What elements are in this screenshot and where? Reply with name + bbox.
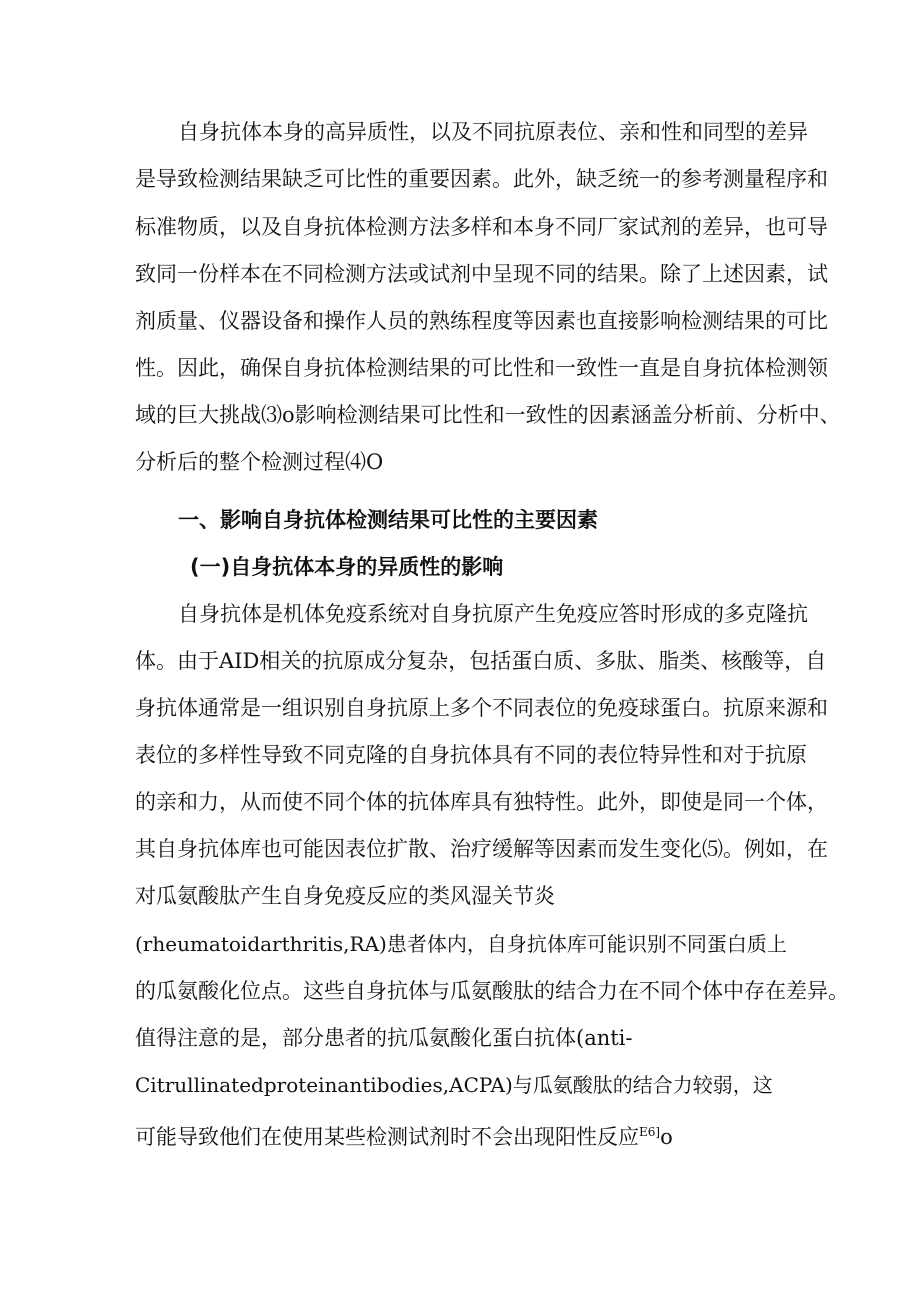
text-line: 剂质量、仪器设备和操作人员的熟练程度等因素也直接影响检测结果的可比 [135, 309, 828, 333]
text-line: 体。由于AID相关的抗原成分复杂，包括蛋白质、多肽、脂类、核酸等，自 [135, 649, 827, 673]
text-line: 的瓜氨酸化位点。这些自身抗体与瓜氨酸肽的结合力在不同个体中存在差异。 [135, 979, 849, 1003]
text-line: 致同一份样本在不同检测方法或试剂中呈现不同的结果。除了上述因素，试 [135, 262, 828, 286]
text-line: 是导致检测结果缺乏可比性的重要因素。此外，缺乏统一的参考测量程序和 [135, 167, 828, 191]
text-line: 域的巨大挑战⑶o影响检测结果可比性和一致性的因素涵盖分析前、分析中、 [135, 403, 841, 427]
subsection-heading: (一)自身抗体本身的异质性的影响 [190, 555, 504, 579]
text-line: 自身抗体本身的高异质性，以及不同抗原表位、亲和性和同型的差异 [178, 120, 808, 144]
text-line: 自身抗体是机体免疫系统对自身抗原产生免疫应答时形成的多克隆抗 [178, 602, 808, 626]
citation-superscript: E6] [639, 1125, 661, 1139]
text-line: 对瓜氨酸肽产生自身免疫反应的类风湿关节炎 [135, 884, 555, 908]
text-line: 标准物质，以及自身抗体检测方法多样和本身不同厂家试剂的差异，也可导 [135, 215, 828, 239]
text-line: Citrullinatedproteinantibodies,ACPA)与瓜氨酸肽的结合力较弱，这 [135, 1073, 773, 1097]
text-line: 身抗体通常是一组识别自身抗原上多个不同表位的免疫球蛋白。抗原来源和 [135, 696, 828, 720]
text-line: 的亲和力，从而使不同个体的抗体库具有独特性。此外，即使是同一个体， [135, 790, 828, 814]
text-line: (rheumatoidarthritis,RA)患者体内，自身抗体库可能识别不同蛋白质上 [135, 932, 787, 956]
text-line: 性。因此，确保自身抗体检测结果的可比性和一致性一直是自身抗体检测领 [135, 356, 828, 380]
section-heading: 一、影响自身抗体检测结果可比性的主要因素 [178, 508, 598, 532]
text-line: 其自身抗体库也可能因表位扩散、治疗缓解等因素而发生变化⑸。例如，在 [135, 837, 828, 861]
text-segment: o [660, 1125, 673, 1149]
text-line: 值得注意的是，部分患者的抗瓜氨酸化蛋白抗体(anti- [135, 1026, 633, 1050]
text-line: 分析后的整个检测过程⑷O [135, 450, 384, 474]
text-segment: 可能导致他们在使用某些检测试剂时不会出现阳性反应 [135, 1125, 639, 1149]
text-line: 表位的多样性导致不同克隆的自身抗体具有不同的表位特异性和对于抗原 [135, 743, 807, 767]
text-line [135, 1117, 673, 1147]
